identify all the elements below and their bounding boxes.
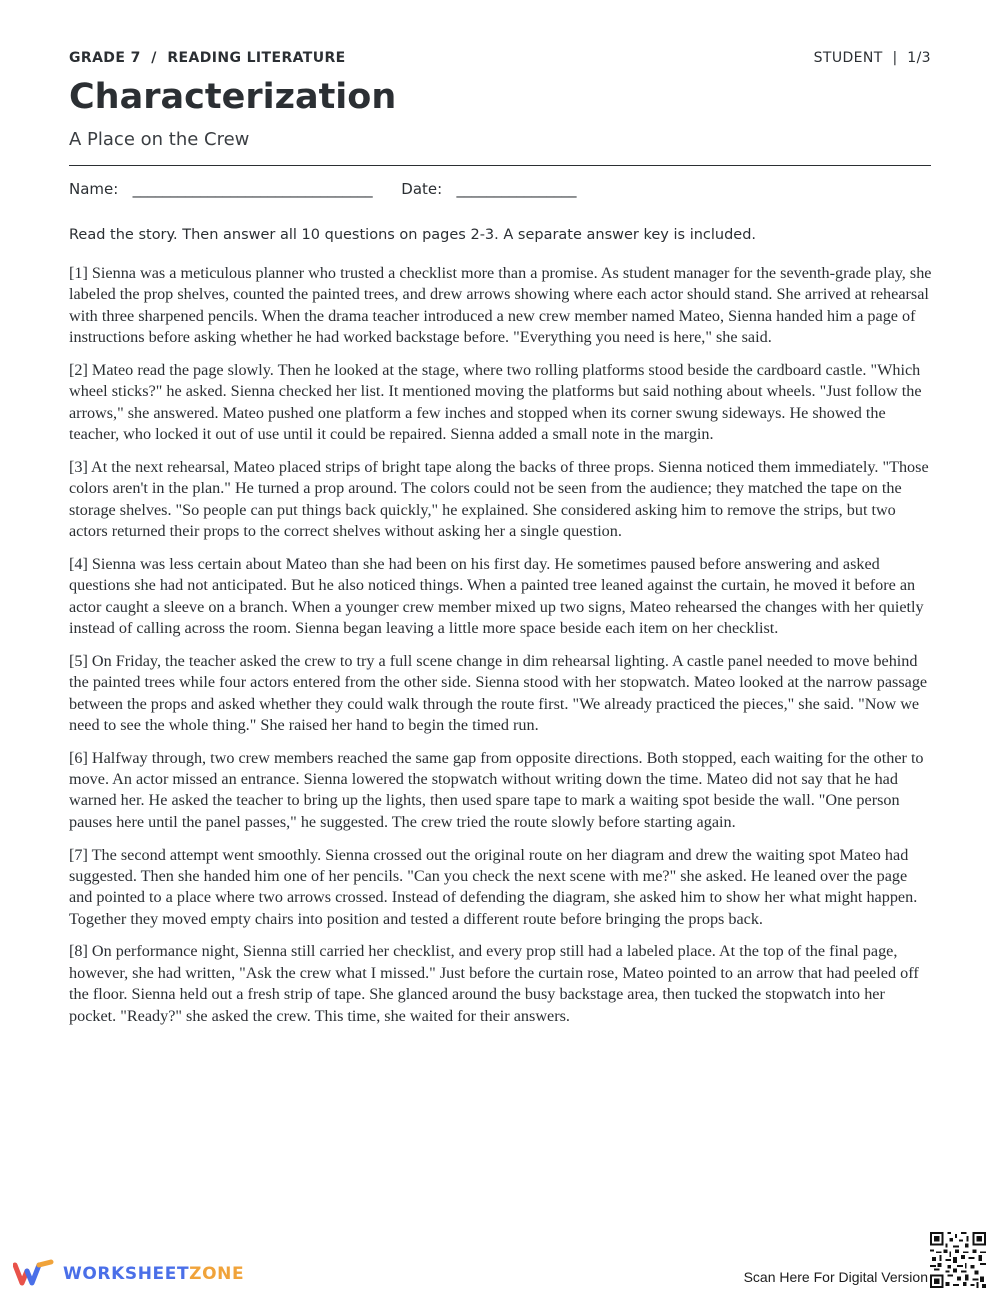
page-indicator: STUDENT | 1/3 [813,50,931,66]
story-paragraph-4: [4] Sienna was less certain about Mateo than she had been on his first day. He sometimes paused before answering and asked questions she had not anticipated. But he also noticed things. When a painted tree leaned against the curtain, he moved it before an actor caught a sleeve on a branch. When a younger crew member mixed up two signs, Mateo rehearsed the changes with her quietly instead of calling across the room. Sienna began leaving a little more space beside each item on her checklist. [69,554,924,637]
story-paragraph-2: [2] Mateo read the page slowly. Then he looked at the stage, where two rolling platforms stood beside the cardboard castle. "Which wheel sticks?" he asked. Sienna checked her list. It mentioned moving the platforms but said nothing about wheels. "Just follow the arrows," she answered. Mateo pushed one platform a few inches and stopped when its corner swung sideways. He showed the teacher, who locked it out of use until it could be repaired. Sienna added a small note in the margin. [69,360,922,444]
worksheetzone-logo-icon [13,1259,55,1289]
scan-caption: Scan Here For Digital Version [743,1269,928,1285]
date-field[interactable]: ________________ [456,180,577,198]
logo-wordmark [63,1264,244,1284]
story-paragraph-1: [1] Sienna was a meticulous planner who trusted a checklist more than a promise. As student manager for the seventh-grade play, she labeled the prop shelves, counted the painted trees, and drew arrows showing where each actor should stand. She arrived at rehearsal with three sharpened pencils. When the drama teacher introduced a new crew member named Mateo, Sienna handed him a page of instructions before asking whether he had worked backstage before. "Everything you need is here," she said. [69,264,932,347]
qr-code-icon[interactable] [930,1232,986,1288]
logo-word-zone: ZONE [189,1264,245,1284]
story-text [69,263,933,1038]
header-divider [69,165,931,166]
story-paragraph-7: [7] The second attempt went smoothly. Sienna crossed out the original route on her diagram and drew the waiting spot Mateo had suggested. Then she handed him one of her pencils. "Can you check the next scene with me?" she asked. He leaned over the page and pointed to a place where two arrows crossed. Instead of defending the diagram, she asked him to show her what might happen. Together they moved empty chairs into position and tested a different route before bringing the props back. [69,845,918,928]
student-info-fields [69,180,577,198]
story-paragraph-3: [3] At the next rehearsal, Mateo placed strips of bright tape along the backs of three props. Sienna noticed them immediately. "Those colors aren't in the plan." He turned a prop around. The colors could not be seen from the audience; they matched the tape on the storage shelves. "So people can put things back quickly," he explained. She considered asking him to remove the strips, but two actors returned their props to the correct shelves without asking her a single question. [69,457,929,541]
date-label: Date: [401,180,443,198]
instructions: Read the story. Then answer all 10 questions on pages 2-3. A separate answer key is included. [69,227,757,243]
course-label: GRADE 7 / READING LITERATURE [69,50,346,66]
story-paragraph-5: [5] On Friday, the teacher asked the crew to try a full scene change in dim rehearsal lighting. A castle panel needed to move behind the painted trees while four actors entered from the other side. Sienna stood with her stopwatch. Mateo looked at the narrow passage between the props and asked whether they could walk through the route first. "We already practiced the pieces," she said. "Now we need to see the whole thing." She raised her hand to begin the timed run. [69,651,928,734]
page-title: Characterization [69,77,397,117]
page-subtitle: A Place on the Crew [69,129,250,150]
logo-word-worksheet: WORKSHEET [63,1264,190,1284]
name-label: Name: [69,180,119,198]
page-header [69,50,931,68]
story-paragraph-6: [6] Halfway through, two crew members reached the same gap from opposite directions. Both stopped, each waiting for the other to move. An actor missed an entrance. Sienna lowered the stopwatch without writing down the time. Mateo did not say that he had warned her. He asked the teacher to bring up the lights, then used spare tape to mark a waiting spot beside the wall. "One person pauses here until the panel passes," he suggested. The crew tried the route slowly before starting again. [69,748,924,831]
name-field[interactable]: ________________________________ [132,180,373,198]
story-paragraph-8: [8] On performance night, Sienna still carried her checklist, and every prop still had a labeled place. At the top of the final page, however, she had written, "Ask the crew what I missed." Just before the curtain rose, Mateo pointed to an arrow that had peeled off the floor. Sienna held out a fresh strip of tape. She glanced around the busy backstage area, then tucked the stopwatch into her pocket. "Ready?" she asked the crew. This time, she waited for their answers. [69,942,919,1025]
